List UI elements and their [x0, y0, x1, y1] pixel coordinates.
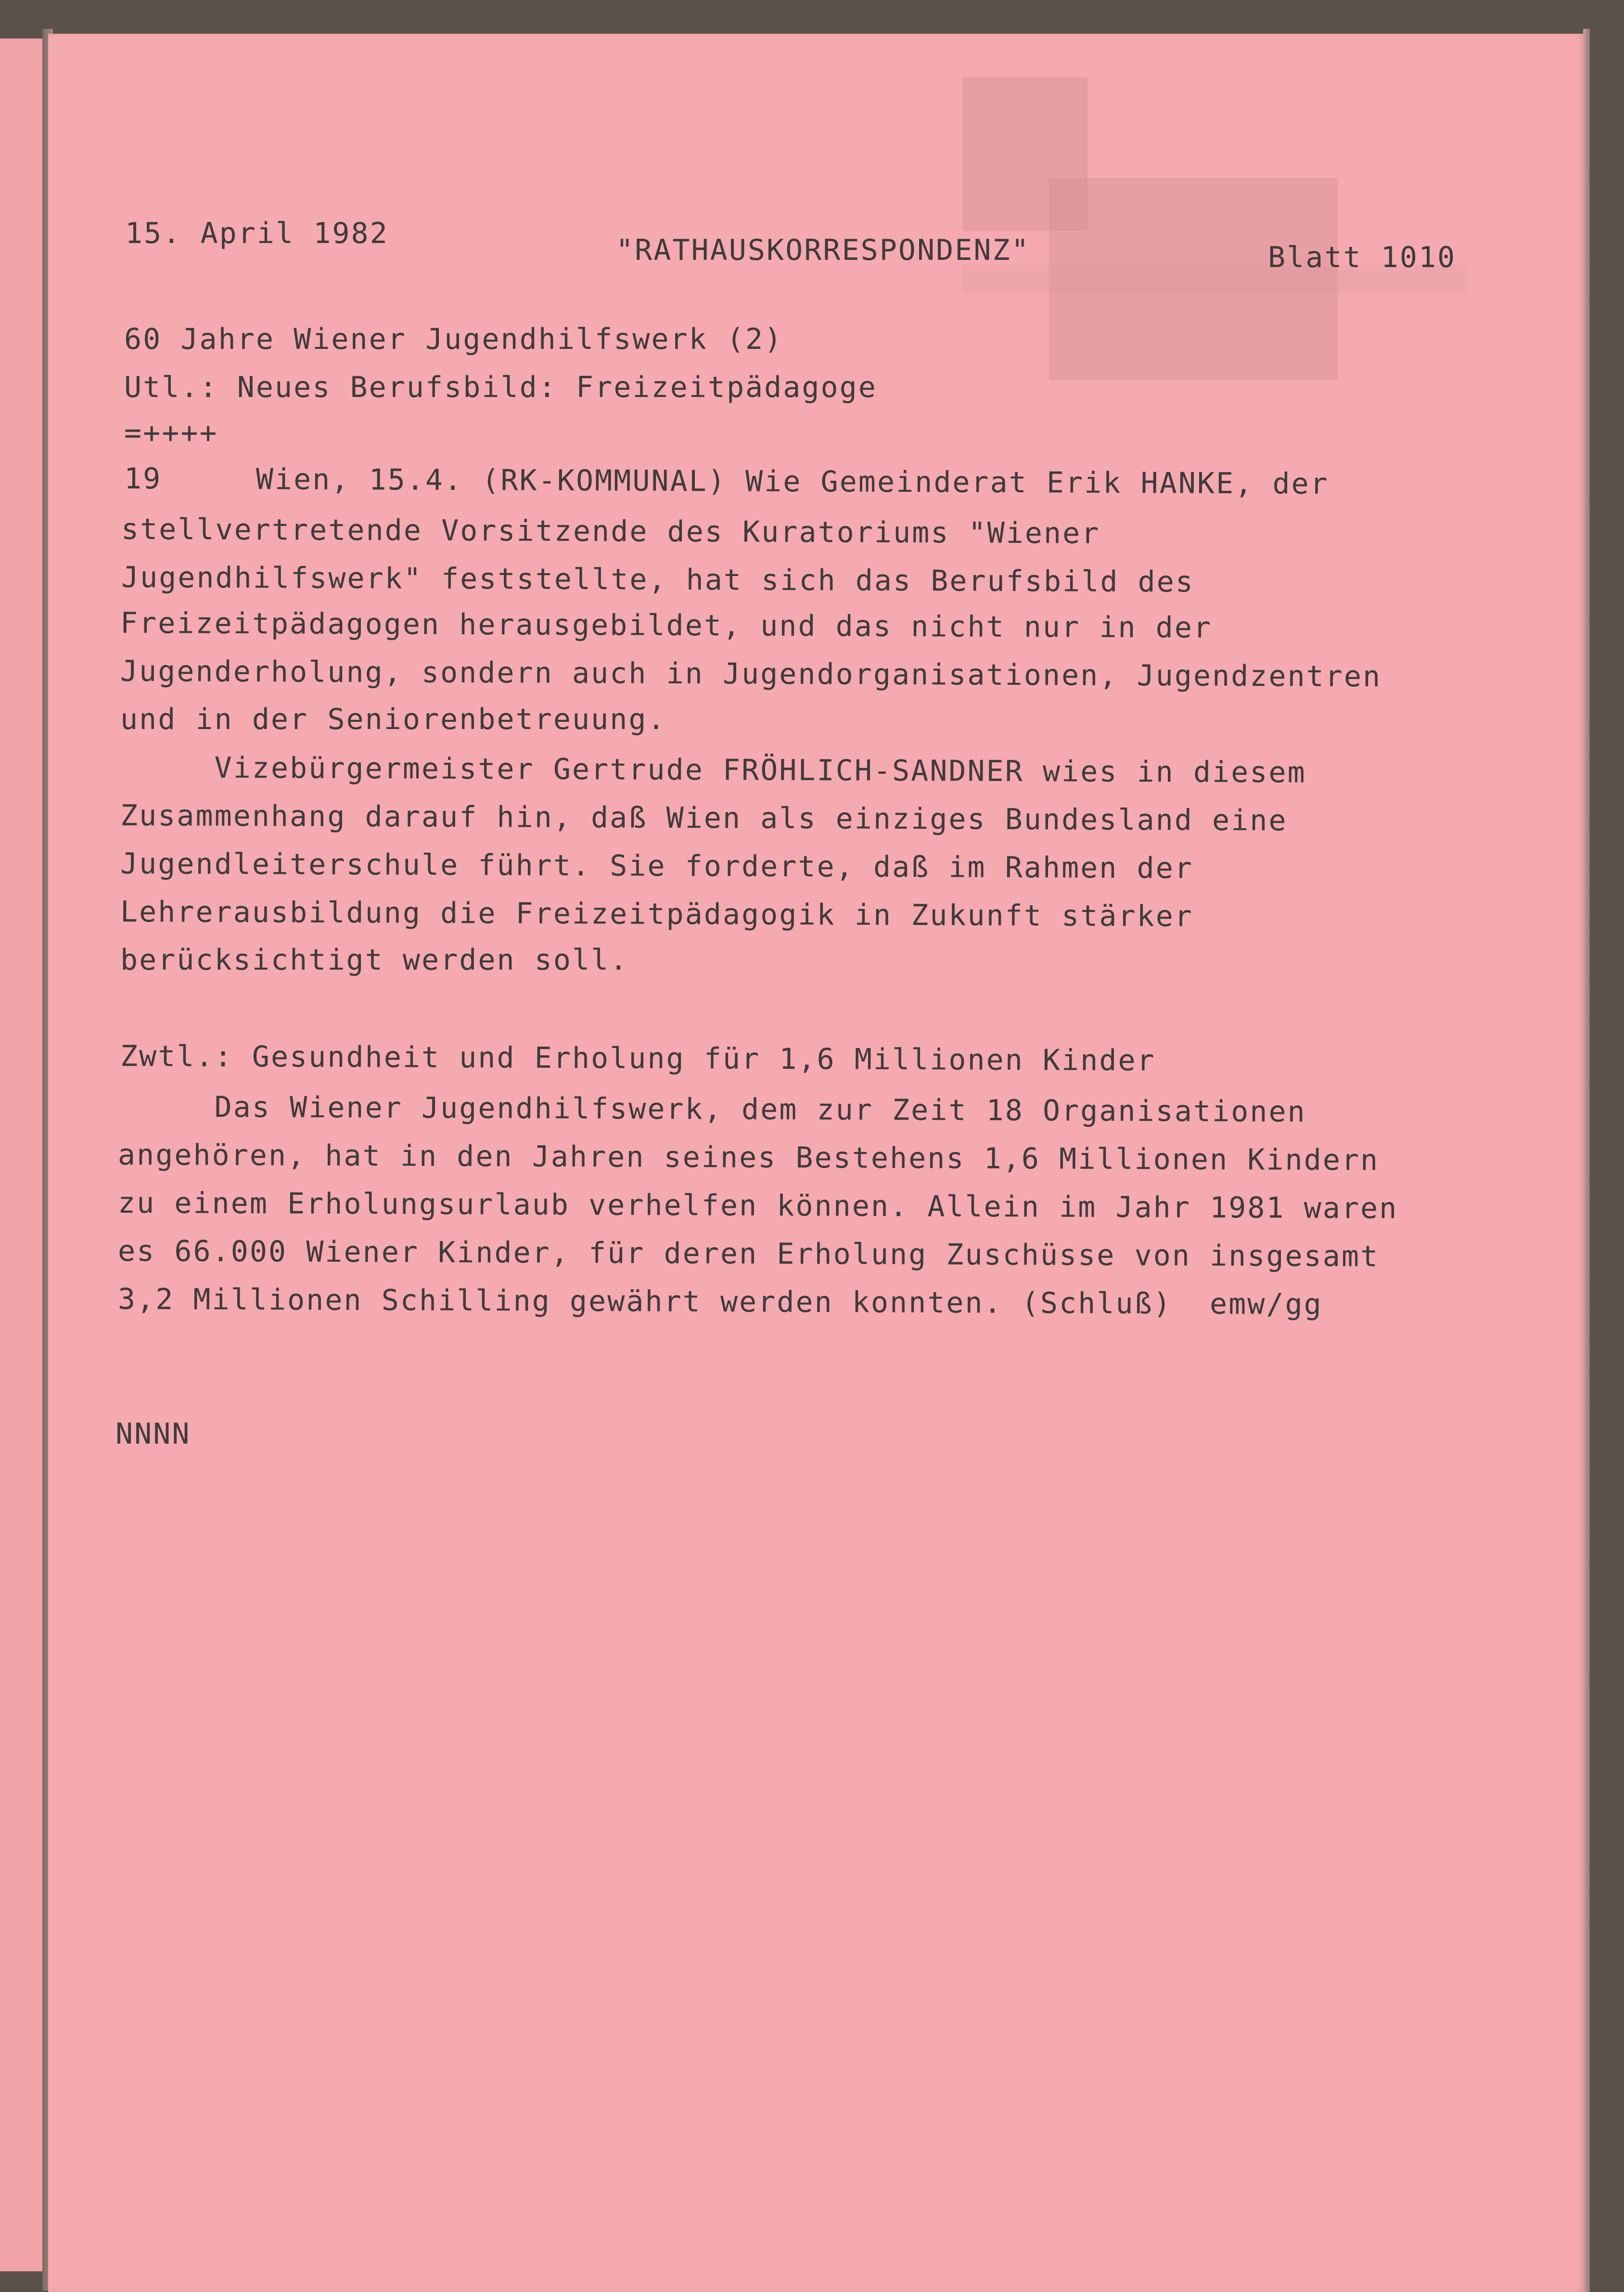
article-subtitle: Utl.: Neues Berufsbild: Freizeitpädagoge: [124, 371, 877, 404]
text-line: 19 Wien, 15.4. (RK-KOMMUNAL) Wie Gemeinderat Erik HANKE, der: [124, 462, 1330, 501]
text-line: Zusammenhang darauf hin, daß Wien als einziges Bundesland eine: [120, 799, 1288, 838]
header-page-number: Blatt 1010: [1268, 241, 1457, 274]
text-line: es 66.000 Wiener Kinder, für deren Erholung Zuschüsse von insgesamt: [117, 1234, 1380, 1274]
text-line: berücksichtigt werden soll.: [120, 943, 629, 977]
header-date: 15. April 1982: [125, 217, 389, 250]
intertitle: Zwtl.: Gesundheit und Erholung für 1,6 Millionen Kinder: [120, 1039, 1156, 1078]
text-line: Jugenderholung, sondern auch in Jugendorganisationen, Jugendzentren: [120, 654, 1382, 694]
separator-line: =++++: [124, 416, 218, 450]
text-line: Das Wiener Jugendhilfswerk, dem zur Zeit 18 Organisationen: [120, 1090, 1306, 1129]
text-line: Vizebürgermeister Gertrude FRÖHLICH-SANDNER wies in diesem: [120, 751, 1306, 790]
text-line: 3,2 Millionen Schilling gewährt werden konnten. (Schluß) emw/gg: [117, 1282, 1323, 1321]
text-line: Lehrerausbildung die Freizeitpädagogik in Zukunft stärker: [120, 895, 1194, 934]
text-line: stellvertretende Vorsitzende des Kuratoriums "Wiener: [121, 512, 1100, 551]
text-line: Freizeitpädagogen herausgebildet, und das nicht nur in der: [120, 606, 1213, 645]
article-title: 60 Jahre Wiener Jugendhilfswerk (2): [124, 322, 783, 356]
text-line: angehören, hat in den Jahren seines Bestehens 1,6 Millionen Kindern: [117, 1138, 1380, 1178]
text-line: Jugendhilfswerk" feststellte, hat sich das Berufsbild des: [121, 561, 1195, 599]
text-line: Jugendleiterschule führt. Sie forderte, daß im Rahmen der: [120, 847, 1194, 885]
previous-page-edge: [0, 38, 45, 2271]
text-line: zu einem Erholungsurlaub verhelfen können. Allein im Jahr 1981 waren: [117, 1186, 1398, 1226]
end-mark: NNNN: [115, 1417, 191, 1451]
header-publication: "RATHAUSKORRESPONDENZ": [616, 233, 1030, 267]
page-edge: [1583, 29, 1590, 2292]
text-line: und in der Seniorenbetreuung.: [120, 703, 666, 736]
